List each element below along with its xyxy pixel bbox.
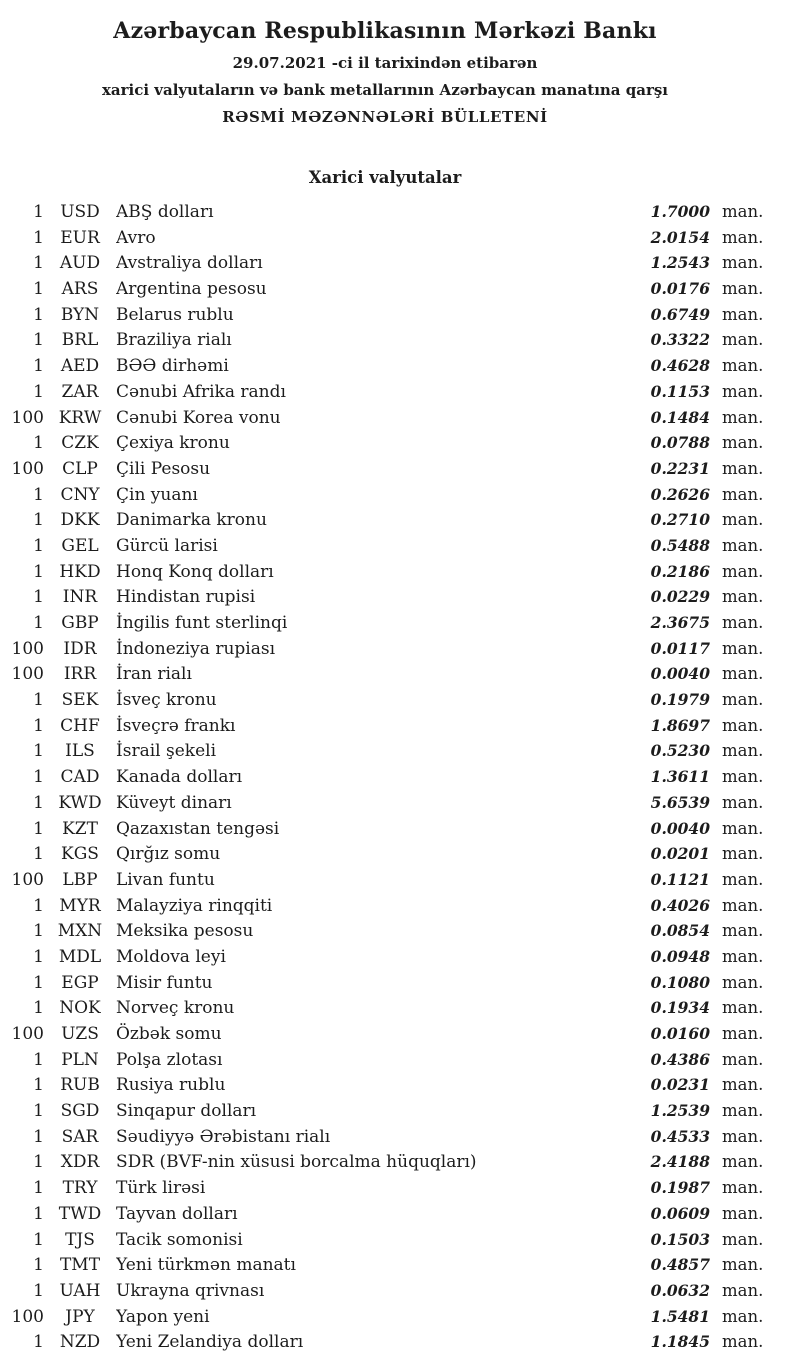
currency-code: GBP bbox=[61, 613, 99, 633]
unit-label: man. bbox=[722, 1101, 764, 1121]
rate-value: 2.3675 bbox=[650, 613, 710, 632]
quantity: 1 bbox=[33, 818, 44, 839]
quantity: 1 bbox=[33, 1075, 44, 1096]
currency-name: Çexiya kronu bbox=[116, 433, 230, 454]
unit-label: man. bbox=[722, 1152, 764, 1172]
rate-value: 0.4533 bbox=[650, 1126, 710, 1146]
unit-label: man. bbox=[722, 715, 764, 735]
unit-label: man. bbox=[722, 792, 764, 812]
currency-code: ILS bbox=[65, 741, 95, 762]
unit-label: man. bbox=[722, 1126, 764, 1146]
currency-code: TWD bbox=[58, 1203, 102, 1224]
rate-value: 0.0201 bbox=[650, 844, 710, 864]
currency-name: Tacik somonisi bbox=[116, 1229, 243, 1250]
currency-code: CLP bbox=[62, 458, 98, 479]
quantity: 1 bbox=[33, 921, 44, 942]
currency-name: Qazaxıstan tengəsi bbox=[116, 818, 280, 839]
currency-name: Hindistan rupisi bbox=[116, 587, 256, 608]
currency-name: Rusiya rublu bbox=[116, 1075, 226, 1096]
unit-label: man. bbox=[722, 741, 764, 761]
currency-code: DKK bbox=[60, 510, 100, 531]
currency-code: KRW bbox=[58, 407, 102, 428]
table-row bbox=[0, 636, 770, 662]
quantity: 1 bbox=[33, 433, 44, 454]
quantity: 100 bbox=[11, 1024, 44, 1044]
table-row bbox=[0, 816, 770, 842]
currency-code: MDL bbox=[58, 946, 102, 967]
currency-code: KGS bbox=[61, 844, 99, 865]
quantity: 1 bbox=[33, 1178, 44, 1199]
table-row bbox=[0, 893, 770, 919]
rate-value: 0.2186 bbox=[650, 561, 710, 581]
currency-code: CAD bbox=[60, 767, 100, 788]
currency-name: Argentina pesosu bbox=[116, 279, 267, 300]
currency-name: Livan funtu bbox=[116, 869, 215, 890]
quantity: 1 bbox=[33, 690, 44, 711]
quantity: 1 bbox=[33, 1049, 44, 1070]
unit-label: man. bbox=[722, 587, 764, 607]
currency-name: İndoneziya rupiası bbox=[116, 638, 276, 659]
currency-name: İran rialı bbox=[116, 664, 192, 685]
unit-label: man. bbox=[722, 869, 764, 889]
rate-value: 0.5230 bbox=[650, 741, 710, 761]
unit-label: man. bbox=[722, 1178, 764, 1198]
table-row bbox=[0, 559, 770, 585]
quantity: 1 bbox=[33, 510, 44, 531]
quantity: 1 bbox=[33, 946, 44, 967]
quantity: 1 bbox=[33, 972, 44, 993]
table-row bbox=[0, 764, 770, 790]
unit-label: man. bbox=[722, 330, 764, 350]
currency-code: EUR bbox=[60, 227, 100, 248]
unit-label: man. bbox=[722, 1049, 764, 1069]
currency-name: Yeni türkmən manatı bbox=[116, 1255, 296, 1276]
quantity: 1 bbox=[33, 767, 44, 788]
quantity: 1 bbox=[33, 741, 44, 762]
unit-label: man. bbox=[722, 1075, 764, 1095]
table-row bbox=[0, 1021, 770, 1047]
currency-name: Çin yuanı bbox=[116, 484, 198, 505]
currency-name: İngilis funt sterlinqi bbox=[116, 613, 288, 633]
effective-date-line: 29.07.2021 -ci il tarixindən etibarən bbox=[232, 54, 538, 72]
table-row bbox=[0, 327, 770, 353]
table-row bbox=[0, 1252, 770, 1278]
unit-label: man. bbox=[722, 998, 764, 1018]
table-row bbox=[0, 482, 770, 508]
currency-code: TRY bbox=[62, 1178, 98, 1199]
rate-value: 0.1484 bbox=[650, 407, 710, 427]
table-row bbox=[0, 1072, 770, 1098]
table-row bbox=[0, 995, 770, 1021]
currency-name: Avro bbox=[116, 227, 156, 248]
unit-label: man. bbox=[722, 1306, 764, 1326]
quantity: 1 bbox=[33, 279, 44, 300]
currency-name: Küveyt dinarı bbox=[116, 792, 232, 813]
currency-name: Honq Konq dolları bbox=[116, 561, 274, 582]
currency-code: UZS bbox=[61, 1024, 99, 1044]
rate-value: 1.2543 bbox=[650, 253, 710, 273]
currency-name: Yapon yeni bbox=[116, 1306, 210, 1327]
table-row bbox=[0, 1227, 770, 1253]
rate-value: 0.5488 bbox=[650, 535, 710, 555]
quantity: 1 bbox=[33, 381, 44, 402]
unit-label: man. bbox=[722, 227, 764, 247]
quantity: 1 bbox=[33, 613, 44, 633]
currency-code: SAR bbox=[61, 1126, 99, 1147]
currency-name: Avstraliya dolları bbox=[116, 253, 263, 274]
currency-code: JPY bbox=[65, 1306, 95, 1327]
currency-code: GEL bbox=[61, 535, 99, 556]
rate-value: 0.1080 bbox=[650, 972, 710, 992]
unit-label: man. bbox=[722, 921, 764, 941]
currency-name: Misir funtu bbox=[116, 972, 213, 993]
currency-code: AUD bbox=[59, 253, 101, 274]
table-row bbox=[0, 276, 770, 302]
unit-label: man. bbox=[722, 356, 764, 376]
currency-code: CNY bbox=[60, 484, 100, 505]
table-row bbox=[0, 713, 770, 739]
rate-value: 1.3611 bbox=[650, 767, 710, 787]
quantity: 1 bbox=[33, 998, 44, 1019]
currency-code: BRL bbox=[61, 330, 99, 351]
unit-label: man. bbox=[722, 458, 764, 478]
currency-name: Tayvan dolları bbox=[116, 1203, 238, 1224]
currency-code: SGD bbox=[60, 1101, 100, 1122]
table-row bbox=[0, 661, 770, 687]
currency-code: BYN bbox=[60, 304, 100, 325]
currency-name: Polşa zlotası bbox=[116, 1049, 223, 1070]
quantity: 1 bbox=[33, 304, 44, 325]
currency-code: USD bbox=[60, 202, 100, 222]
unit-label: man. bbox=[722, 767, 764, 787]
rate-value: 1.5481 bbox=[650, 1306, 710, 1326]
currency-name: SDR (BVF-nin xüsusi borcalma hüquqları) bbox=[116, 1152, 477, 1173]
unit-label: man. bbox=[722, 1229, 764, 1249]
table-row bbox=[0, 841, 770, 867]
table-row bbox=[0, 430, 770, 456]
currency-code: CZK bbox=[61, 433, 99, 454]
currency-name: İsveçrə frankı bbox=[116, 715, 236, 736]
currency-name: Cənubi Korea vonu bbox=[116, 407, 281, 428]
quantity: 1 bbox=[33, 484, 44, 505]
table-row bbox=[0, 1304, 770, 1330]
table-row bbox=[0, 533, 770, 559]
rate-value: 0.1503 bbox=[650, 1229, 710, 1249]
rate-value: 0.0160 bbox=[650, 1024, 710, 1043]
currency-code: ARS bbox=[61, 279, 99, 300]
table-row bbox=[0, 1175, 770, 1201]
currency-code: UAH bbox=[59, 1280, 101, 1301]
unit-label: man. bbox=[722, 510, 764, 530]
unit-label: man. bbox=[722, 561, 764, 581]
quantity: 1 bbox=[33, 227, 44, 248]
quantity: 1 bbox=[33, 202, 44, 222]
rates-table bbox=[0, 199, 770, 1355]
currency-name: Özbək somu bbox=[116, 1024, 222, 1044]
table-row bbox=[0, 1098, 770, 1124]
currency-code: XDR bbox=[60, 1152, 100, 1173]
table-row bbox=[0, 867, 770, 893]
table-row bbox=[0, 353, 770, 379]
table-row bbox=[0, 1124, 770, 1150]
rate-value: 0.0609 bbox=[650, 1203, 710, 1223]
currency-code: KZT bbox=[62, 818, 98, 839]
quantity: 100 bbox=[11, 1306, 44, 1327]
currency-name: İsrail şekeli bbox=[116, 741, 216, 762]
quantity: 1 bbox=[33, 895, 44, 916]
rate-value: 2.4188 bbox=[650, 1152, 710, 1172]
unit-label: man. bbox=[722, 407, 764, 427]
section-title-foreign-currencies: Xarici valyutalar bbox=[308, 168, 462, 187]
currency-code: HKD bbox=[59, 561, 101, 582]
rate-value: 0.1987 bbox=[650, 1178, 710, 1198]
rate-value: 0.4628 bbox=[650, 356, 710, 376]
currency-name: Kanada dolları bbox=[116, 767, 243, 788]
currency-name: Səudiyyə Ərəbistanı rialı bbox=[116, 1126, 331, 1147]
rate-value: 5.6539 bbox=[650, 792, 710, 812]
rate-value: 2.0154 bbox=[650, 227, 710, 247]
quantity: 100 bbox=[11, 407, 44, 428]
rate-value: 0.0229 bbox=[650, 587, 710, 607]
rate-value: 0.1934 bbox=[650, 998, 710, 1018]
unit-label: man. bbox=[722, 253, 764, 273]
currency-name: Gürcü larisi bbox=[116, 535, 218, 556]
currency-name: Qırğız somu bbox=[116, 844, 221, 865]
currency-name: Danimarka kronu bbox=[116, 510, 267, 531]
quantity: 1 bbox=[33, 1229, 44, 1250]
quantity: 100 bbox=[11, 664, 44, 685]
unit-label: man. bbox=[722, 844, 764, 864]
quantity: 100 bbox=[11, 458, 44, 479]
unit-label: man. bbox=[722, 279, 764, 299]
quantity: 1 bbox=[33, 1280, 44, 1301]
table-row bbox=[0, 302, 770, 328]
rate-value: 0.4857 bbox=[650, 1255, 710, 1275]
currency-code: IRR bbox=[63, 664, 97, 685]
currency-code: MXN bbox=[57, 921, 103, 942]
quantity: 1 bbox=[33, 1152, 44, 1173]
currency-code: TMT bbox=[59, 1255, 101, 1276]
quantity: 100 bbox=[11, 638, 44, 659]
unit-label: man. bbox=[722, 381, 764, 401]
currency-name: Çili Pesosu bbox=[116, 458, 211, 479]
currency-name: Yeni Zelandiya dolları bbox=[116, 1332, 304, 1353]
rate-value: 0.0040 bbox=[650, 664, 710, 684]
currency-name: Braziliya rialı bbox=[116, 330, 232, 351]
table-row bbox=[0, 1201, 770, 1227]
rate-value: 0.0854 bbox=[650, 921, 710, 941]
quantity: 1 bbox=[33, 253, 44, 274]
quantity: 1 bbox=[33, 792, 44, 813]
currency-code: KWD bbox=[58, 792, 102, 813]
currency-code: PLN bbox=[61, 1049, 99, 1070]
currency-code: EGP bbox=[61, 972, 99, 993]
unit-label: man. bbox=[722, 664, 764, 684]
currency-name: Malayziya rinqqiti bbox=[116, 895, 273, 916]
currency-name: Türk lirəsi bbox=[116, 1178, 206, 1199]
currency-name: BƏƏ dirhəmi bbox=[116, 356, 229, 377]
unit-label: man. bbox=[722, 1332, 764, 1352]
unit-label: man. bbox=[722, 895, 764, 915]
subtitle-line: xarici valyutaların və bank metallarının Azərbaycan manatına qarşı bbox=[101, 81, 669, 99]
quantity: 100 bbox=[11, 869, 44, 890]
currency-name: Cənubi Afrika randı bbox=[116, 381, 286, 402]
unit-label: man. bbox=[722, 1255, 764, 1275]
rate-value: 0.0231 bbox=[650, 1075, 710, 1095]
rate-value: 0.6749 bbox=[650, 304, 710, 324]
rate-value: 1.7000 bbox=[650, 202, 710, 221]
quantity: 1 bbox=[33, 587, 44, 608]
unit-label: man. bbox=[722, 972, 764, 992]
table-row bbox=[0, 790, 770, 816]
currency-code: ZAR bbox=[61, 381, 99, 402]
unit-label: man. bbox=[722, 484, 764, 504]
quantity: 1 bbox=[33, 1101, 44, 1122]
rate-value: 0.1121 bbox=[650, 869, 710, 889]
rate-value: 0.2231 bbox=[650, 458, 710, 478]
table-row bbox=[0, 970, 770, 996]
table-row bbox=[0, 405, 770, 431]
currency-code: NOK bbox=[59, 998, 101, 1019]
rate-value: 1.1845 bbox=[650, 1332, 710, 1352]
table-row bbox=[0, 610, 770, 636]
quantity: 1 bbox=[33, 330, 44, 351]
quantity: 1 bbox=[33, 715, 44, 736]
bank-title: Azərbaycan Respublikasının Mərkəzi Bankı bbox=[113, 18, 657, 44]
currency-name: Meksika pesosu bbox=[116, 921, 254, 942]
unit-label: man. bbox=[722, 946, 764, 966]
unit-label: man. bbox=[722, 535, 764, 555]
table-row bbox=[0, 918, 770, 944]
rate-value: 1.8697 bbox=[650, 715, 710, 735]
unit-label: man. bbox=[722, 818, 764, 838]
rate-value: 0.2710 bbox=[650, 510, 710, 530]
unit-label: man. bbox=[722, 1280, 764, 1300]
table-row bbox=[0, 199, 770, 225]
currency-name: Belarus rublu bbox=[116, 304, 234, 325]
currency-code: SEK bbox=[61, 690, 99, 711]
rate-value: 0.0117 bbox=[650, 638, 710, 658]
currency-name: Norveç kronu bbox=[116, 998, 235, 1019]
table-row bbox=[0, 1149, 770, 1175]
bulletin-header bbox=[0, 18, 770, 126]
currency-code: MYR bbox=[59, 895, 101, 916]
currency-code: IDR bbox=[63, 638, 97, 659]
table-row bbox=[0, 944, 770, 970]
table-row bbox=[0, 456, 770, 482]
rate-value: 0.4026 bbox=[650, 895, 710, 915]
currency-name: ABŞ dolları bbox=[116, 202, 214, 222]
table-row bbox=[0, 507, 770, 533]
rate-value: 0.0948 bbox=[650, 946, 710, 966]
rate-value: 0.0788 bbox=[650, 433, 710, 453]
rate-value: 1.2539 bbox=[650, 1101, 710, 1121]
table-row bbox=[0, 687, 770, 713]
unit-label: man. bbox=[722, 304, 764, 324]
currency-code: LBP bbox=[62, 869, 98, 890]
bulletin-title: RƏSMİ MƏZƏNNƏLƏRİ BÜLLETENİ bbox=[222, 108, 548, 126]
currency-code: RUB bbox=[60, 1075, 100, 1096]
unit-label: man. bbox=[722, 638, 764, 658]
currency-name: İsveç kronu bbox=[116, 690, 217, 711]
rate-value: 0.1153 bbox=[650, 381, 710, 401]
currency-code: CHF bbox=[60, 715, 100, 736]
table-row bbox=[0, 250, 770, 276]
currency-code: NZD bbox=[59, 1332, 101, 1353]
table-row bbox=[0, 1329, 770, 1355]
rate-value: 0.0632 bbox=[650, 1280, 710, 1300]
table-row bbox=[0, 1047, 770, 1073]
quantity: 1 bbox=[33, 535, 44, 556]
table-row bbox=[0, 584, 770, 610]
rate-value: 0.0176 bbox=[650, 279, 710, 299]
table-row bbox=[0, 225, 770, 251]
unit-label: man. bbox=[722, 613, 764, 632]
unit-label: man. bbox=[722, 1203, 764, 1223]
unit-label: man. bbox=[722, 690, 764, 710]
rate-value: 0.2626 bbox=[650, 484, 710, 504]
currency-code: TJS bbox=[65, 1229, 95, 1250]
currency-code: AED bbox=[60, 356, 100, 377]
quantity: 1 bbox=[33, 561, 44, 582]
quantity: 1 bbox=[33, 1203, 44, 1224]
currency-name: Ukrayna qrivnası bbox=[116, 1280, 265, 1301]
rate-value: 0.4386 bbox=[650, 1049, 710, 1069]
quantity: 1 bbox=[33, 1255, 44, 1276]
table-row bbox=[0, 738, 770, 764]
rate-value: 0.1979 bbox=[650, 690, 710, 710]
unit-label: man. bbox=[722, 433, 764, 453]
unit-label: man. bbox=[722, 202, 764, 221]
rate-value: 0.3322 bbox=[650, 330, 710, 350]
table-row bbox=[0, 379, 770, 405]
quantity: 1 bbox=[33, 1126, 44, 1147]
currency-code: INR bbox=[62, 587, 98, 608]
quantity: 1 bbox=[33, 356, 44, 377]
table-row bbox=[0, 1278, 770, 1304]
quantity: 1 bbox=[33, 1332, 44, 1353]
currency-name: Moldova leyi bbox=[116, 946, 226, 967]
rate-value: 0.0040 bbox=[650, 818, 710, 838]
unit-label: man. bbox=[722, 1024, 764, 1043]
currency-name: Sinqapur dolları bbox=[116, 1101, 257, 1122]
quantity: 1 bbox=[33, 844, 44, 865]
